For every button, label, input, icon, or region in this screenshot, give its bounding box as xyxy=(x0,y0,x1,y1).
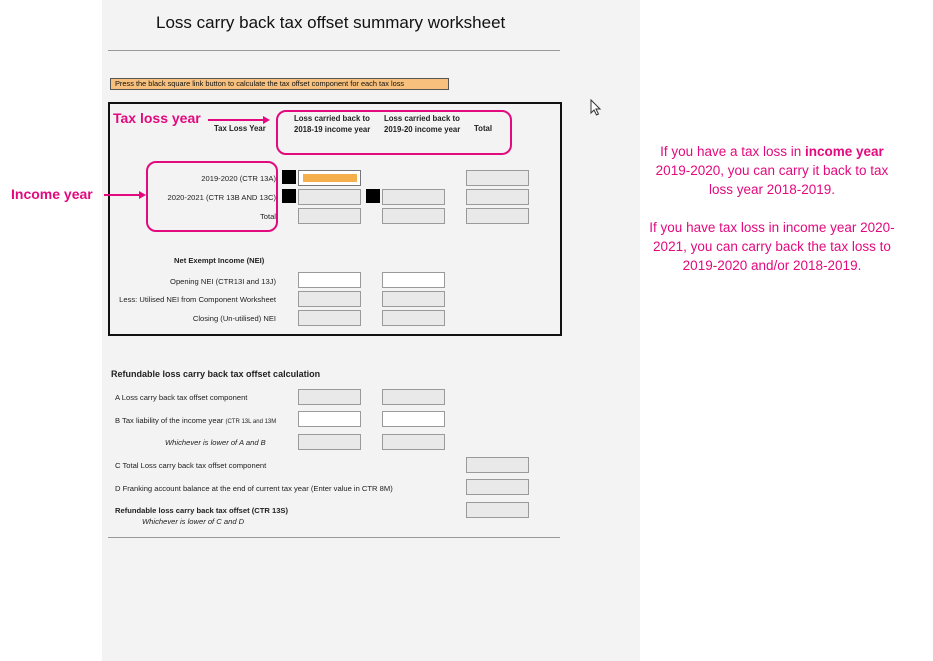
tax-loss-year-arrowhead-icon xyxy=(263,116,270,124)
field-2019-2020-col1[interactable] xyxy=(298,170,361,186)
field-nei-less-col2[interactable] xyxy=(382,291,445,307)
mouse-cursor-icon xyxy=(590,99,602,117)
title-divider xyxy=(108,50,560,51)
field-nei-opening-col2[interactable] xyxy=(382,272,445,288)
field-b-col1[interactable] xyxy=(298,411,361,427)
income-year-arrow xyxy=(104,194,140,196)
field-total-col1[interactable] xyxy=(298,208,361,224)
field-nei-less-col1[interactable] xyxy=(298,291,361,307)
row-b-label-main: B Tax liability of the income year xyxy=(115,416,226,425)
header-tax-loss-year: Tax Loss Year xyxy=(214,124,266,133)
final-offset-label: Refundable loss carry back tax offset (CTR 13S) xyxy=(115,506,289,515)
field-2020-2021-total[interactable] xyxy=(466,189,529,205)
side-note-1-b: 2019-2020, you can carry it back to tax loss year 2018-2019. xyxy=(655,163,889,197)
row-label-total: Total xyxy=(259,212,276,221)
nei-less-label: Less: Utilised NEI from Component Worksheet xyxy=(119,295,276,304)
field-total-total[interactable] xyxy=(466,208,529,224)
link-button-2020-2021-col1[interactable] xyxy=(282,189,296,203)
row-c-label: C Total Loss carry back tax offset component xyxy=(115,461,267,470)
tax-loss-year-annotation: Tax loss year xyxy=(113,110,201,126)
side-note-1-a: If you have a tax loss in xyxy=(660,144,806,159)
side-note xyxy=(647,142,897,294)
tax-loss-year-callout xyxy=(276,110,512,155)
page-title: Loss carry back tax offset summary worksheet xyxy=(156,13,506,32)
refundable-section-title: Refundable loss carry back tax offset calculation xyxy=(111,369,321,379)
field-d-total[interactable] xyxy=(466,479,529,495)
nei-closing-label: Closing (Un-utilised) NEI xyxy=(192,314,276,323)
row-d-label: D Franking account balance at the end of current tax year (Enter value in CTR 8M) xyxy=(115,484,393,493)
side-note-1-bold: income year xyxy=(805,144,884,159)
field-2020-2021-col1[interactable] xyxy=(298,189,361,205)
nei-opening-label: Opening NEI (CTR13I and 13J) xyxy=(170,277,276,286)
link-button-2020-2021-col2[interactable] xyxy=(366,189,380,203)
field-a-col1[interactable] xyxy=(298,389,361,405)
instruction-button[interactable]: Press the black square link button to calculate the tax offset component for each tax loss xyxy=(110,78,449,90)
field-total-col2[interactable] xyxy=(382,208,445,224)
header-total: Total xyxy=(474,124,493,133)
field-nei-closing-col1[interactable] xyxy=(298,310,361,326)
field-a-col2[interactable] xyxy=(382,389,445,405)
lower-ab-label: Whichever is lower of A and B xyxy=(165,438,266,447)
header-loss-carried-2018-19: Loss carried back to 2018-19 income year xyxy=(294,114,371,134)
field-nei-closing-col2[interactable] xyxy=(382,310,445,326)
income-year-arrowhead-icon xyxy=(139,191,146,199)
side-note-1 xyxy=(647,142,897,199)
income-year-annotation: Income year xyxy=(11,186,93,202)
row-label-2020-2021: 2020-2021 (CTR 13B AND 13C) xyxy=(167,193,276,202)
tax-loss-year-arrow xyxy=(208,119,264,121)
row-a-label: A Loss carry back tax offset component xyxy=(115,393,248,402)
field-nei-opening-col1[interactable] xyxy=(298,272,361,288)
link-button-2019-2020[interactable] xyxy=(282,170,296,184)
field-lower-ab-col1[interactable] xyxy=(298,434,361,450)
field-final-offset[interactable] xyxy=(466,502,529,518)
field-2019-2020-total[interactable] xyxy=(466,170,529,186)
field-c-total[interactable] xyxy=(466,457,529,473)
side-note-2: If you have tax loss in income year 2020-2021, you can carry back the tax loss to 2019-2020 and/or 2018-2019. xyxy=(649,220,895,273)
income-year-callout xyxy=(146,161,278,232)
field-2020-2021-col2[interactable] xyxy=(382,189,445,205)
lower-cd-label: Whichever is lower of C and D xyxy=(142,517,245,526)
row-b-label-ref: (CTR 13L and 13M xyxy=(225,419,277,425)
header-loss-carried-2019-20: Loss carried back to 2019-20 income year xyxy=(384,114,461,134)
nei-title: Net Exempt Income (NEI) xyxy=(174,256,265,265)
row-label-2019-2020: 2019-2020 (CTR 13A) xyxy=(201,174,276,183)
bottom-divider xyxy=(108,537,560,538)
field-lower-ab-col2[interactable] xyxy=(382,434,445,450)
field-b-col2[interactable] xyxy=(382,411,445,427)
row-b-label xyxy=(115,416,276,425)
